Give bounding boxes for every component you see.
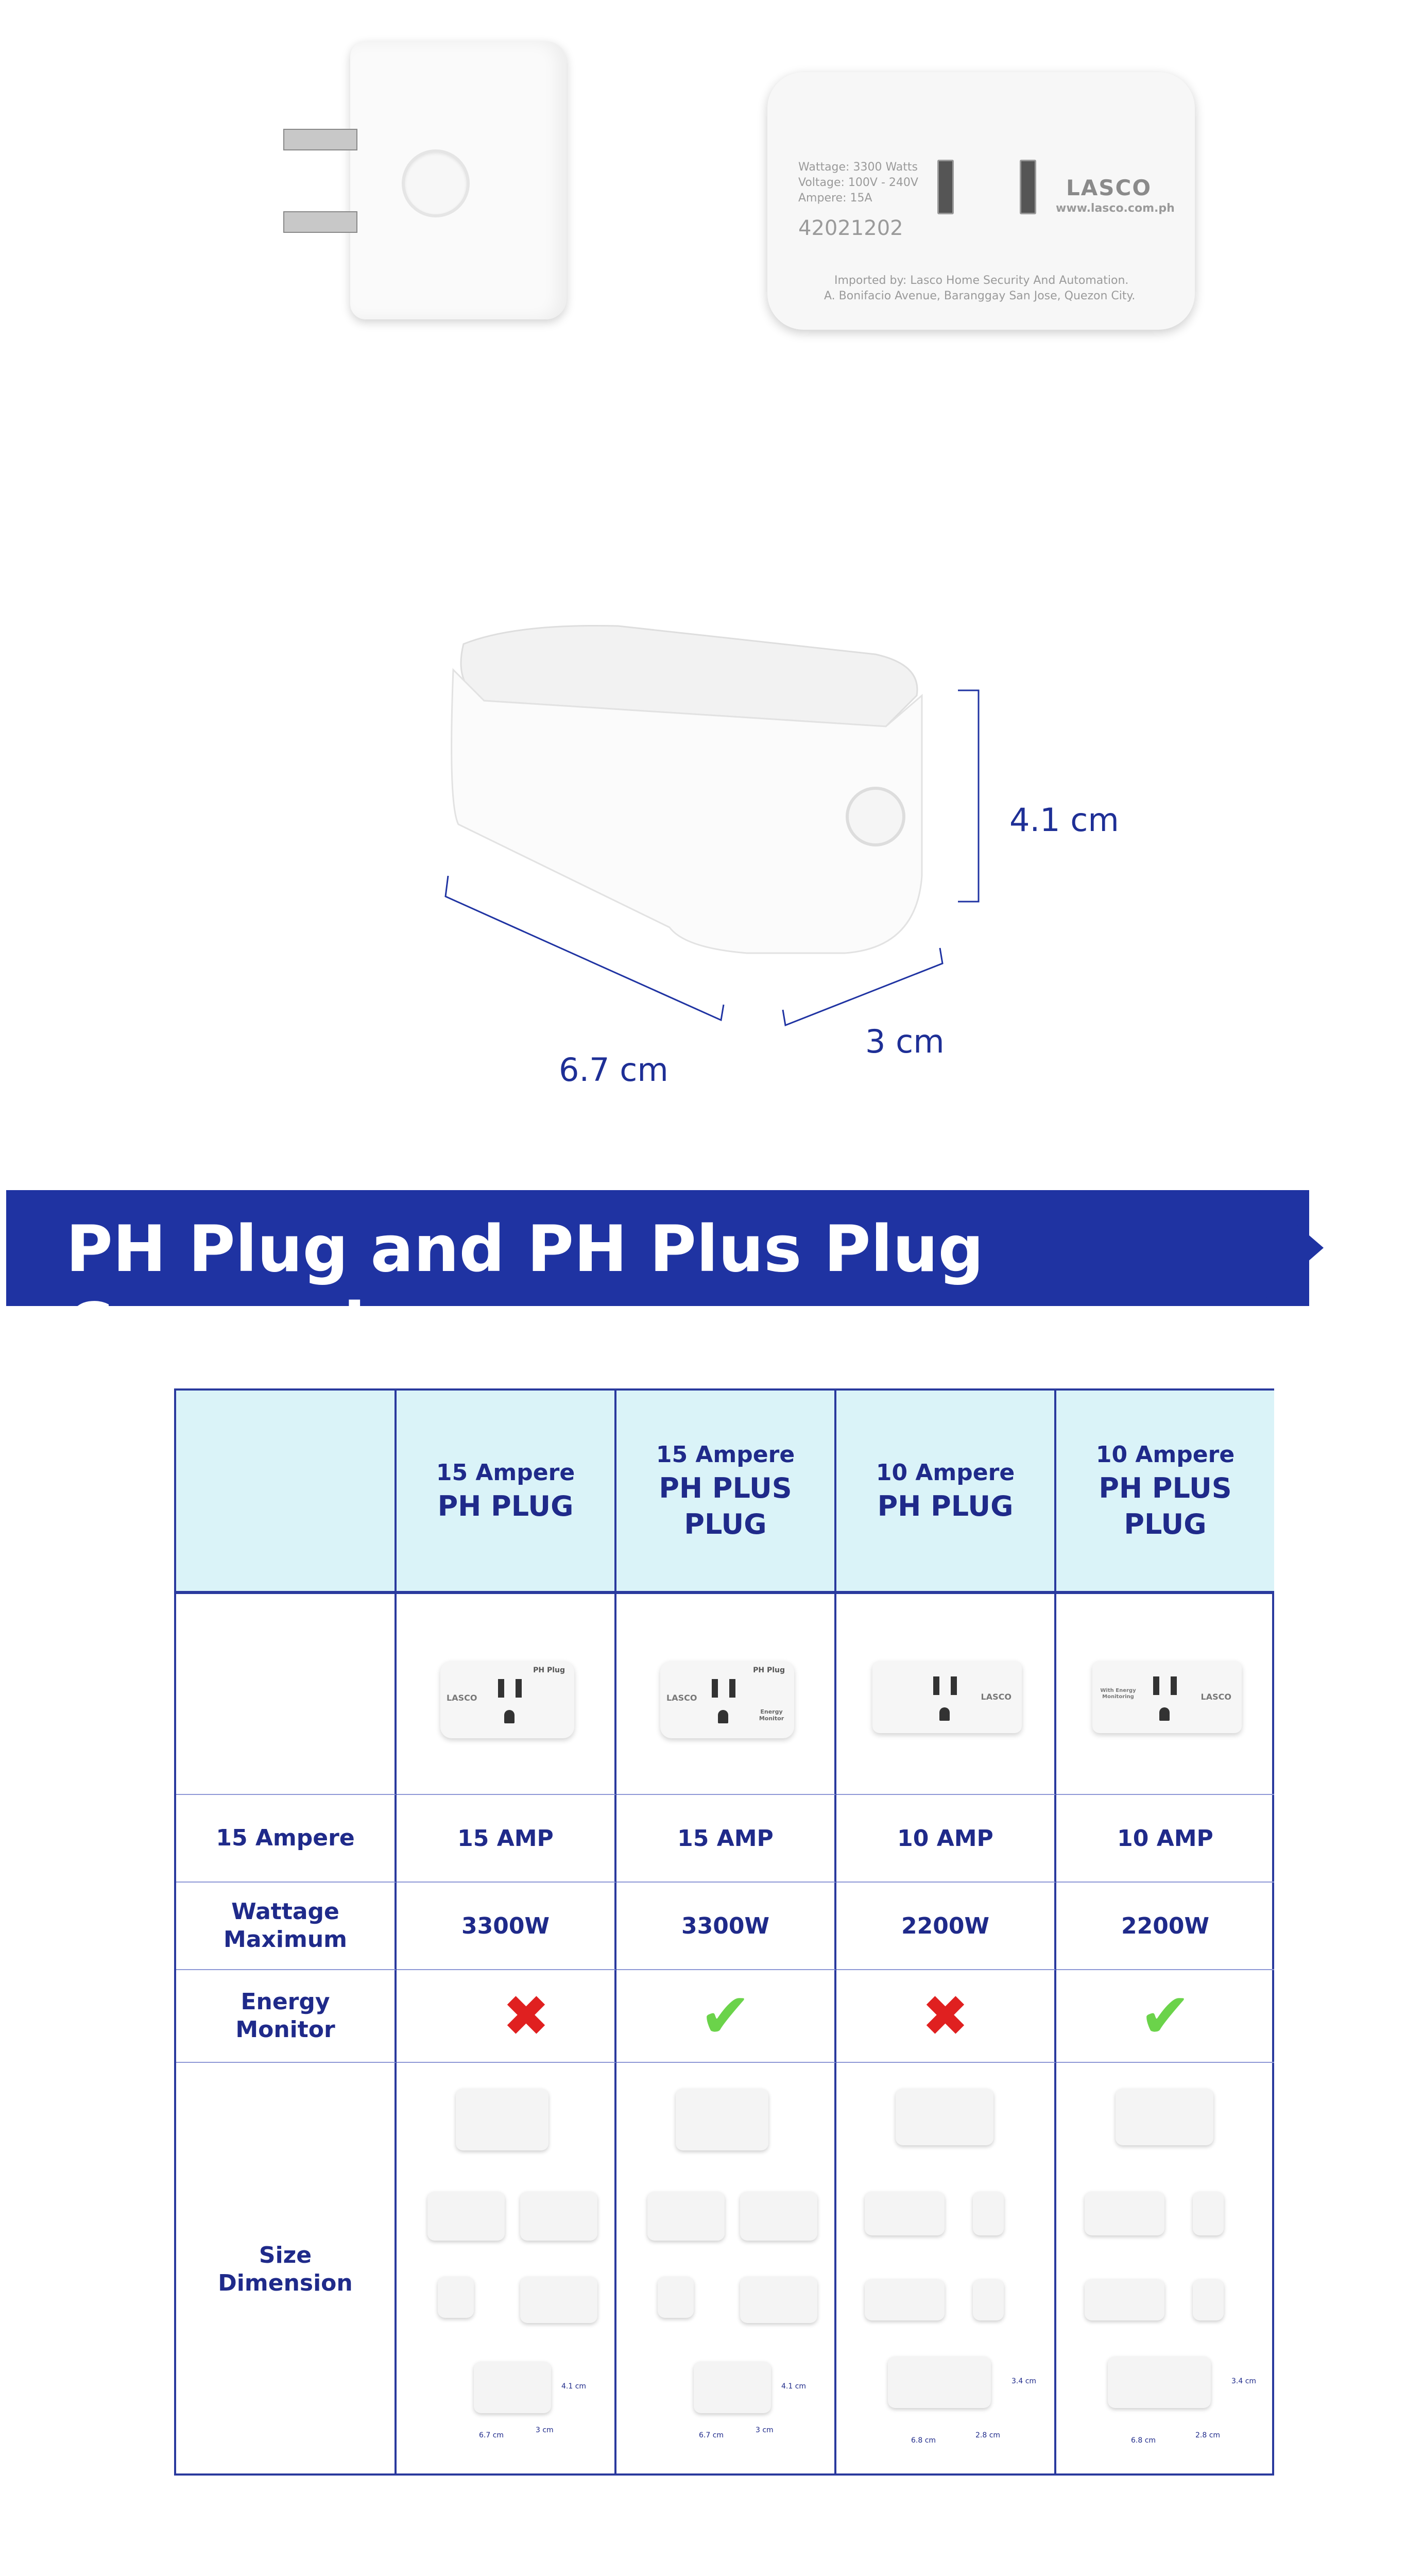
table-header-col2	[616, 1391, 836, 1594]
dim-width: 6.8 cm	[1131, 2436, 1156, 2445]
size-thumbnail	[1193, 2192, 1224, 2235]
row-label-wattage: Wattage Maximum	[176, 1883, 397, 1970]
ampere-value: 15 AMP	[397, 1795, 616, 1883]
product-image-cell	[1056, 1594, 1274, 1795]
table-header-empty	[176, 1391, 397, 1594]
header-ampere: 10 Ampere	[876, 1459, 1015, 1486]
depth-dimension-line	[783, 948, 942, 1025]
product-image	[660, 1661, 794, 1738]
size-cell	[616, 2063, 836, 2476]
dim-height: 4.1 cm	[781, 2382, 807, 2391]
wattage-value: 2200W	[1056, 1883, 1274, 1970]
size-thumbnail	[427, 2192, 505, 2241]
product-image	[872, 1661, 1022, 1733]
label-voltage: Voltage: 100V - 240V	[798, 176, 918, 189]
size-thumbnail	[456, 2089, 548, 2150]
header-ampere: 15 Ampere	[656, 1441, 795, 1468]
wattage-value: 3300W	[397, 1883, 616, 1970]
cross-icon: ✖	[921, 1983, 969, 2049]
plug-back-photo	[767, 72, 1195, 330]
table-header-col3	[836, 1391, 1056, 1594]
dim-width: 6.8 cm	[911, 2436, 936, 2445]
monitor-label: With Energy Monitoring	[1100, 1688, 1136, 1700]
dim-depth: 2.8 cm	[975, 2431, 1001, 2439]
size-thumbnail	[865, 2279, 945, 2320]
dim-depth: 3 cm	[536, 2426, 554, 2434]
size-cell	[836, 2063, 1056, 2476]
brand-logo: LASCO	[447, 1693, 477, 1703]
size-thumbnail	[676, 2089, 768, 2150]
size-thumbnail	[973, 2192, 1004, 2235]
row-label-size: Size Dimension	[176, 2063, 397, 2476]
dim-width: 6.7 cm	[479, 2431, 504, 2439]
label-website: www.lasco.com.ph	[1056, 202, 1175, 215]
header-product-name: PH PLUS PLUG	[1099, 1471, 1232, 1540]
size-thumbnail	[1116, 2089, 1213, 2145]
energy-cell	[397, 1970, 616, 2063]
size-thumbnail	[1193, 2279, 1224, 2320]
table-header-col1	[397, 1391, 616, 1594]
power-icon	[847, 788, 904, 845]
size-thumbnail	[438, 2277, 474, 2318]
product-image	[440, 1661, 574, 1738]
size-thumbnail	[865, 2192, 945, 2235]
header-product-name: PH PLUG	[877, 1489, 1014, 1522]
product-image-cell	[397, 1594, 616, 1795]
size-thumbnail	[896, 2089, 993, 2145]
label-serial: 42021202	[798, 216, 903, 240]
dimension-illustration	[0, 515, 1406, 1133]
table-header-col4	[1056, 1391, 1274, 1594]
row-label-ampere: 15 Ampere	[176, 1795, 397, 1883]
dim-height: 3.4 cm	[1011, 2377, 1037, 2385]
prong-slot	[1020, 160, 1036, 214]
product-image	[1092, 1661, 1242, 1733]
check-icon: ✔	[699, 1980, 751, 2052]
size-cell	[397, 2063, 616, 2476]
energy-cell	[616, 1970, 836, 2063]
image-row-label	[176, 1594, 397, 1795]
size-cell	[1056, 2063, 1274, 2476]
size-thumbnail	[888, 2357, 991, 2408]
size-thumbnail	[520, 2277, 597, 2323]
cross-icon: ✖	[502, 1983, 550, 2049]
header-ampere: 15 Ampere	[436, 1459, 575, 1486]
height-label: 4.1 cm	[1009, 801, 1119, 839]
label-ampere: Ampere: 15A	[798, 192, 872, 205]
size-thumbnail	[520, 2192, 597, 2241]
product-image-cell	[836, 1594, 1056, 1795]
width-label: 6.7 cm	[559, 1051, 668, 1089]
plug-side-photo	[350, 41, 567, 319]
dim-depth: 3 cm	[756, 2426, 774, 2434]
dim-width: 6.7 cm	[699, 2431, 724, 2439]
size-thumbnail	[1085, 2192, 1164, 2235]
energy-cell	[1056, 1970, 1274, 2063]
plug-prong	[283, 129, 357, 150]
header-product-name: PH PLUS PLUG	[659, 1471, 792, 1540]
check-icon: ✔	[1139, 1980, 1191, 2052]
size-thumbnail	[973, 2279, 1004, 2320]
ampere-value: 10 AMP	[1056, 1795, 1274, 1883]
header-product-name: PH PLUG	[437, 1489, 574, 1522]
brand-logo: LASCO	[1201, 1692, 1231, 1702]
brand-logo: LASCO	[666, 1693, 697, 1703]
banner-title: PH Plug and PH Plus Plug Comparison	[66, 1212, 984, 1364]
prong-slot	[937, 160, 954, 214]
ampere-value: 15 AMP	[616, 1795, 836, 1883]
power-icon	[402, 149, 470, 217]
comparison-table	[174, 1388, 1274, 2476]
row-label-energy: Energy Monitor	[176, 1970, 397, 2063]
product-label: PH Plug	[753, 1666, 785, 1674]
dim-height: 4.1 cm	[561, 2382, 587, 2391]
size-thumbnail	[1108, 2357, 1211, 2408]
label-importer: Imported by: Lasco Home Security And Automation.	[834, 274, 1129, 287]
dim-depth: 2.8 cm	[1195, 2431, 1221, 2439]
monitor-label: Energy Monitor	[759, 1708, 784, 1722]
brand-logo: LASCO	[981, 1692, 1011, 1702]
depth-label: 3 cm	[865, 1023, 945, 1060]
size-thumbnail	[740, 2192, 817, 2241]
plug-prong	[283, 211, 357, 233]
wattage-value: 3300W	[616, 1883, 836, 1970]
size-thumbnail	[694, 2362, 771, 2413]
dim-height: 3.4 cm	[1231, 2377, 1257, 2385]
energy-cell	[836, 1970, 1056, 2063]
size-thumbnail	[1085, 2279, 1164, 2320]
size-thumbnail	[474, 2362, 551, 2413]
size-thumbnail	[647, 2192, 725, 2241]
size-thumbnail	[658, 2277, 694, 2318]
product-image-cell	[616, 1594, 836, 1795]
ampere-value: 10 AMP	[836, 1795, 1056, 1883]
wattage-value: 2200W	[836, 1883, 1056, 1970]
header-ampere: 10 Ampere	[1095, 1441, 1235, 1468]
product-label: PH Plug	[533, 1666, 565, 1674]
label-wattage: Wattage: 3300 Watts	[798, 161, 918, 174]
size-thumbnail	[740, 2277, 817, 2323]
height-dimension-line	[958, 690, 979, 902]
brand-logo: LASCO	[1066, 175, 1152, 200]
label-address: A. Bonifacio Avenue, Baranggay San Jose, Quezon City.	[824, 290, 1136, 302]
